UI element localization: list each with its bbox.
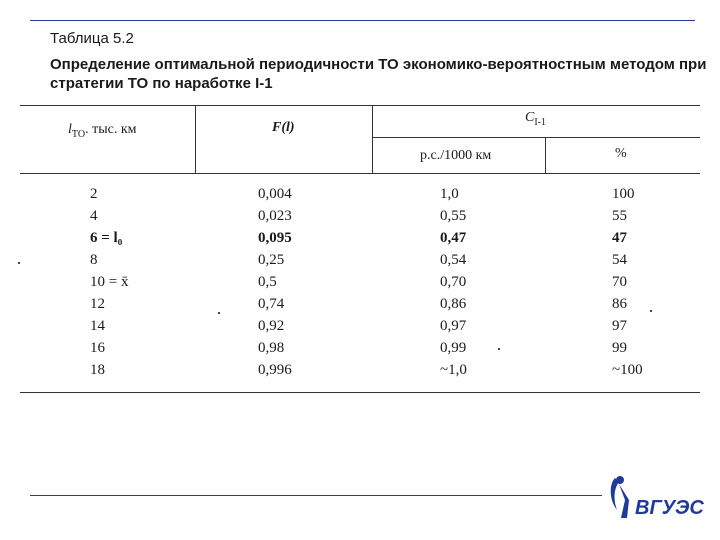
university-logo: [605, 470, 704, 525]
bottom-rule: [30, 495, 602, 496]
cell-F: 0,5: [258, 274, 277, 290]
table-bottom-border: [20, 392, 700, 393]
col-divider-2: [372, 105, 373, 173]
header-cost-group: [525, 110, 546, 128]
group-divider: [372, 137, 700, 138]
cell-F: 0,023: [258, 208, 292, 224]
cell-pct: 47: [612, 230, 627, 246]
scan-speck: [218, 312, 220, 314]
header-probability: F(l): [272, 120, 295, 135]
header-cost-sub: I-1: [534, 116, 547, 128]
cell-l: 12: [90, 296, 105, 312]
cell-rs: 0,97: [440, 318, 467, 334]
cell-pct: 54: [612, 252, 627, 268]
cell-F: 0,095: [258, 230, 292, 246]
cell-rs: 1,0: [440, 186, 459, 202]
cell-l: 16: [90, 340, 105, 356]
scan-speck: [498, 348, 500, 350]
cell-F: 0,25: [258, 252, 285, 268]
cell-pct: 97: [612, 318, 627, 334]
cell-pct: 70: [612, 274, 627, 290]
cell-F: 0,92: [258, 318, 285, 334]
cell-l: 18: [90, 362, 105, 378]
cell-pct: ~100: [612, 362, 643, 378]
header-interval-symbol: l: [68, 122, 72, 137]
cell-rs: 0,54: [440, 252, 467, 268]
table-top-border: [20, 105, 700, 106]
header-cost-symbol: C: [525, 110, 535, 125]
cell-rs: 0,47: [440, 230, 467, 246]
header-cost-abs: р.с./1000 км: [420, 148, 492, 163]
cell-F: 0,004: [258, 186, 292, 202]
cell-rs: ~1,0: [440, 362, 467, 378]
col-divider-1: [195, 105, 196, 173]
logo-text: ВГУЭС: [635, 497, 704, 519]
cell-rs: 0,55: [440, 208, 467, 224]
header-interval-unit: . тыс. км: [85, 122, 137, 137]
cell-rs: 0,70: [440, 274, 467, 290]
scan-speck: [18, 262, 20, 264]
cell-rs: 0,86: [440, 296, 467, 312]
cell-F: 0,74: [258, 296, 285, 312]
cell-rs: 0,99: [440, 340, 467, 356]
cell-pct: 99: [612, 340, 627, 356]
table-title: Определение оптимальной периодичности ТО экономико-вероятностным методом при стратегии ТО по наработке I-1: [50, 56, 707, 92]
header-interval: [68, 122, 137, 140]
scan-speck: [650, 310, 652, 312]
cell-pct: 86: [612, 296, 627, 312]
top-rule: [30, 20, 695, 21]
cell-l: 6 = l₀: [90, 230, 123, 246]
header-cost-pct: %: [615, 146, 627, 161]
cell-pct: 55: [612, 208, 627, 224]
logo-emblem-icon: [605, 470, 704, 525]
cell-l: 10 = x̄: [90, 274, 129, 290]
cell-F: 0,98: [258, 340, 285, 356]
table-caption: Таблица 5.2: [50, 30, 134, 47]
cell-l: 2: [90, 186, 98, 202]
header-interval-sub: ТО: [71, 128, 86, 140]
cell-F: 0,996: [258, 362, 292, 378]
cell-l: 4: [90, 208, 98, 224]
cell-pct: 100: [612, 186, 635, 202]
header-bottom-border: [20, 173, 700, 174]
cell-l: 14: [90, 318, 105, 334]
col-divider-3: [545, 137, 546, 173]
cell-l: 8: [90, 252, 98, 268]
